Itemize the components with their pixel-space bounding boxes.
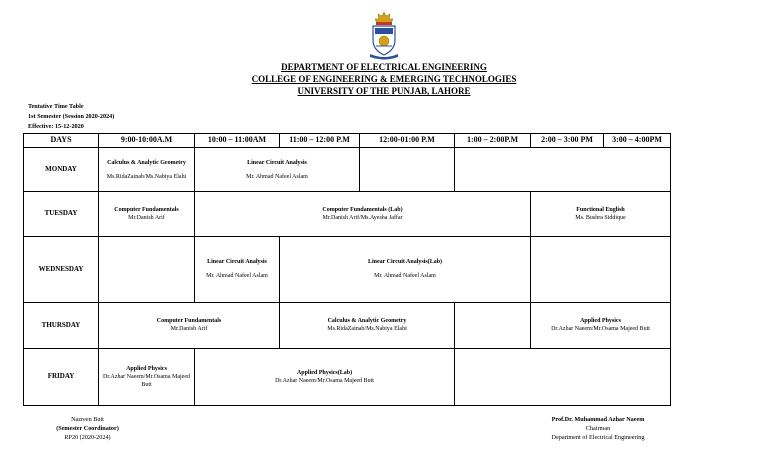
subject-title: Applied Physics <box>126 365 167 372</box>
coordinator-name: Nazreen Butt <box>71 416 104 423</box>
subject-title: Linear Circuit Analysis <box>207 259 267 266</box>
teacher-name: Ms.RidaZainab/Ms.Nabiya Elahi <box>106 173 187 180</box>
coordinator-batch: RP20 (2020-2024) <box>64 433 111 441</box>
wednesday-empty-slot <box>99 236 195 302</box>
teacher-name: Mr. Ahmad Nafeel Aslam <box>374 273 436 280</box>
monday-lca-cell <box>195 148 360 192</box>
chairman-signature-block <box>528 416 668 443</box>
col-days: DAYS <box>24 134 99 148</box>
col-slot-7: 3:00 – 4:00PM <box>604 134 671 148</box>
tuesday-cf-lab-cell <box>195 192 531 236</box>
subject-title: Calculus & Analytic Geometry <box>107 159 186 166</box>
teacher-name: Dr.Azhar Naeem/Mr.Osama Majeed Butt <box>275 377 374 384</box>
subject-title: Computer Fundamentals <box>114 206 179 213</box>
subject-title: Linear Circuit Analysis(Lab) <box>367 259 443 266</box>
wednesday-empty-slot <box>531 236 671 302</box>
subject-title: Computer Fundamentals <box>156 318 222 325</box>
subject-title: Applied Physics(Lab) <box>296 369 353 376</box>
thursday-physics-cell <box>531 303 671 348</box>
chairman-role: Chairman <box>585 424 611 432</box>
teacher-name: Mr. Ahmad Nafeel Aslam <box>246 173 308 180</box>
col-slot-3: 11:00 – 12:00 P.M <box>280 134 360 148</box>
col-slot-4: 12:00-01:00 P.M <box>360 134 455 148</box>
friday-physics-lab-cell <box>195 348 455 405</box>
university-crest-icon <box>367 10 401 60</box>
day-monday: MONDAY <box>24 148 99 192</box>
teacher-name: Ms. Bushra Siddique <box>575 215 626 222</box>
teacher-name: Dr.Azhar Naeem/Mr.Osama Majeed Butt <box>103 373 190 388</box>
day-wednesday: WEDNESDAY <box>24 236 99 302</box>
thursday-calculus-cell <box>280 303 455 348</box>
subject-title: Linear Circuit Analysis <box>247 159 307 166</box>
teacher-name: Mr.Danish Arif/Ms.Ayesha Jaffar <box>322 215 403 222</box>
subject-title: Calculus & Analytic Geometry <box>327 318 407 325</box>
wednesday-lca-lab-cell <box>280 236 531 302</box>
wednesday-lca-cell <box>195 236 280 302</box>
day-friday: FRIDAY <box>24 348 99 405</box>
thursday-empty-slot <box>455 303 531 348</box>
coordinator-signature-block <box>40 416 135 443</box>
monday-empty-slot <box>455 148 671 192</box>
timetable-title: Tentative Time Table <box>28 103 84 110</box>
subject-title: Applied Physics <box>580 318 621 325</box>
thursday-cf-cell <box>99 303 280 348</box>
teacher-name: Mr. Ahmad Nafeel Aslam <box>206 273 268 280</box>
chairman-department: Department of Electrical Engineering <box>551 433 645 441</box>
college-heading: COLLEGE OF ENGINEERING & EMERGING TECHNOLOGIES <box>251 74 517 84</box>
col-slot-5: 1:00 – 2:00P.M <box>455 134 531 148</box>
teacher-name: Mr.Danish Arif <box>170 326 208 333</box>
chairman-name: Prof.Dr. Muhammad Azhar Naeem <box>551 416 645 423</box>
coordinator-role: (Semester Coordinator) <box>56 424 119 432</box>
teacher-name: Ms.RidaZainab/Ms.Nabiya Elahi <box>327 326 407 333</box>
university-heading: UNIVERSITY OF THE PUNJAB, LAHORE <box>297 86 471 96</box>
monday-calculus-cell <box>99 148 195 192</box>
day-thursday: THURSDAY <box>24 303 99 348</box>
semester-info: 1st Semester (Session 2020-2024) <box>28 113 115 120</box>
col-slot-6: 2:00 – 3:00 PM <box>531 134 604 148</box>
friday-empty-slot <box>455 348 671 405</box>
tuesday-english-cell <box>531 192 671 236</box>
friday-physics-cell <box>99 348 195 405</box>
subject-title: Functional English <box>576 206 625 213</box>
subject-title: Computer Fundamentals (Lab) <box>322 206 403 213</box>
tuesday-cf-cell <box>99 192 195 236</box>
department-heading: DEPARTMENT OF ELECTRICAL ENGINEERING <box>281 62 487 72</box>
timetable <box>23 133 671 406</box>
effective-date: Effective: 15-12-2020 <box>28 123 84 130</box>
day-tuesday: TUESDAY <box>24 192 99 236</box>
teacher-name: Mr.Danish Arif <box>128 215 165 222</box>
col-slot-2: 10:00 – 11:00AM <box>195 134 280 148</box>
monday-empty-slot <box>360 148 455 192</box>
teacher-name: Dr.Azhar Naeem/Mr.Osama Majeed Butt <box>551 326 650 333</box>
col-slot-1: 9:00-10:00A.M <box>99 134 195 148</box>
